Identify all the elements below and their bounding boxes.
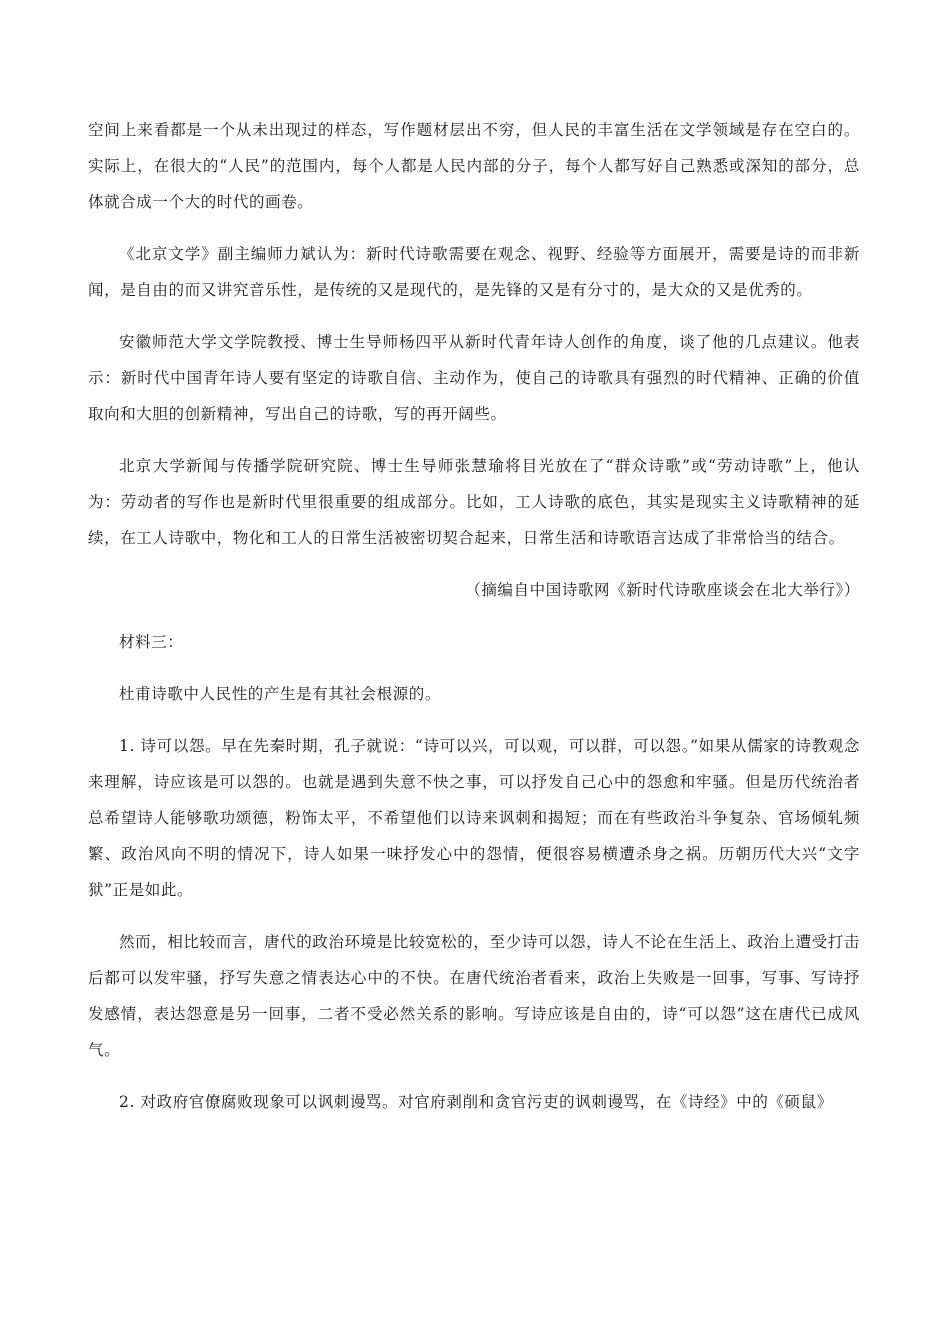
paragraph-yang-siping: 安徽师范大学文学院教授、博士生导师杨四平从新时代青年诗人创作的角度，谈了他的几点建议。他表示：新时代中国青年诗人要有坚定的诗歌自信、主动作为，使自己的诗歌具有强烈的时代精神、正确的价值取向和大胆的创新精神，写出自己的诗歌，写的再开阔些。 — [88, 333, 860, 423]
paragraph-shi-libin: 《北京文学》副主编师力斌认为：新时代诗歌需要在观念、视野、经验等方面展开，需要是诗的而非新闻，是自由的而又讲究音乐性，是传统的又是现代的，是先锋的又是有分寸的，是大众的又是优秀的。 — [88, 245, 860, 299]
paragraph-zhang-huiyu: 北京大学新闻与传播学院研究院、博士生导师张慧瑜将目光放在了“群众诗歌”或“劳动诗歌”上，他认为：劳动者的写作也是新时代里很重要的组成部分。比如，工人诗歌的底色，其实是现实主义诗歌精神的延续，在工人诗歌中，物化和工人的日常生活被密切契合起来，日常生活和诗歌语言达成了非常恰当的结合。 — [88, 457, 860, 547]
paragraph-point-two: 2. 对政府官僚腐败现象可以讽刺谩骂。对官府剥削和贪官污吏的讽刺谩骂，在《诗经》中的《硕鼠》 — [119, 1093, 833, 1111]
paragraph-point-one: 1. 诗可以怨。早在先秦时期，孔子就说：“诗可以兴，可以观，可以群，可以怨。”如果从儒家的诗教观念来理解，诗应该是可以怨的。也就是遇到失意不快之事，可以抒发自己心中的怨愈和牢骚。但是历代统治者总希望诗人能够歌功颂德，粉饰太平，不希望他们以诗来讽刺和揭短；而在有些政治斗争复杂、官场倾轧频繁、政治风向不明的情况下，诗人如果一味抒发心中的怨情，便很容易横遭杀身之祸。历朝历代大兴“文字狱”正是如此。 — [88, 737, 860, 899]
material-three-heading: 材料三： — [119, 633, 184, 651]
paragraph-tang-environment: 然而，相比较而言，唐代的政治环境是比较宽松的，至少诗可以怨，诗人不论在生活上、政治上遭受打击后都可以发牢骚，抒写失意之情表达心中的不快。在唐代统治者看来，政治上失败是一回事，写事、写诗抒发感情，表达怨意是另一回事，二者不受必然关系的影响。写诗应该是自由的，诗“可以怨”这在唐代已成风气。 — [88, 933, 860, 1059]
source-citation: （摘编自中国诗歌网《新时代诗歌座谈会在北大举行》） — [465, 581, 860, 599]
paragraph-continuation: 空间上来看都是一个从未出现过的样态，写作题材层出不穷，但人民的丰富生活在文学领域是存在空白的。实际上，在很大的“人民”的范围内，每个人都是人民内部的分子，每个人都写好自己熟悉或深知的部分，总体就合成一个大的时代的画卷。 — [88, 121, 860, 211]
paragraph-social-roots: 杜甫诗歌中人民性的产生是有其社会根源的。 — [119, 685, 442, 703]
document-page — [88, 112, 860, 1136]
